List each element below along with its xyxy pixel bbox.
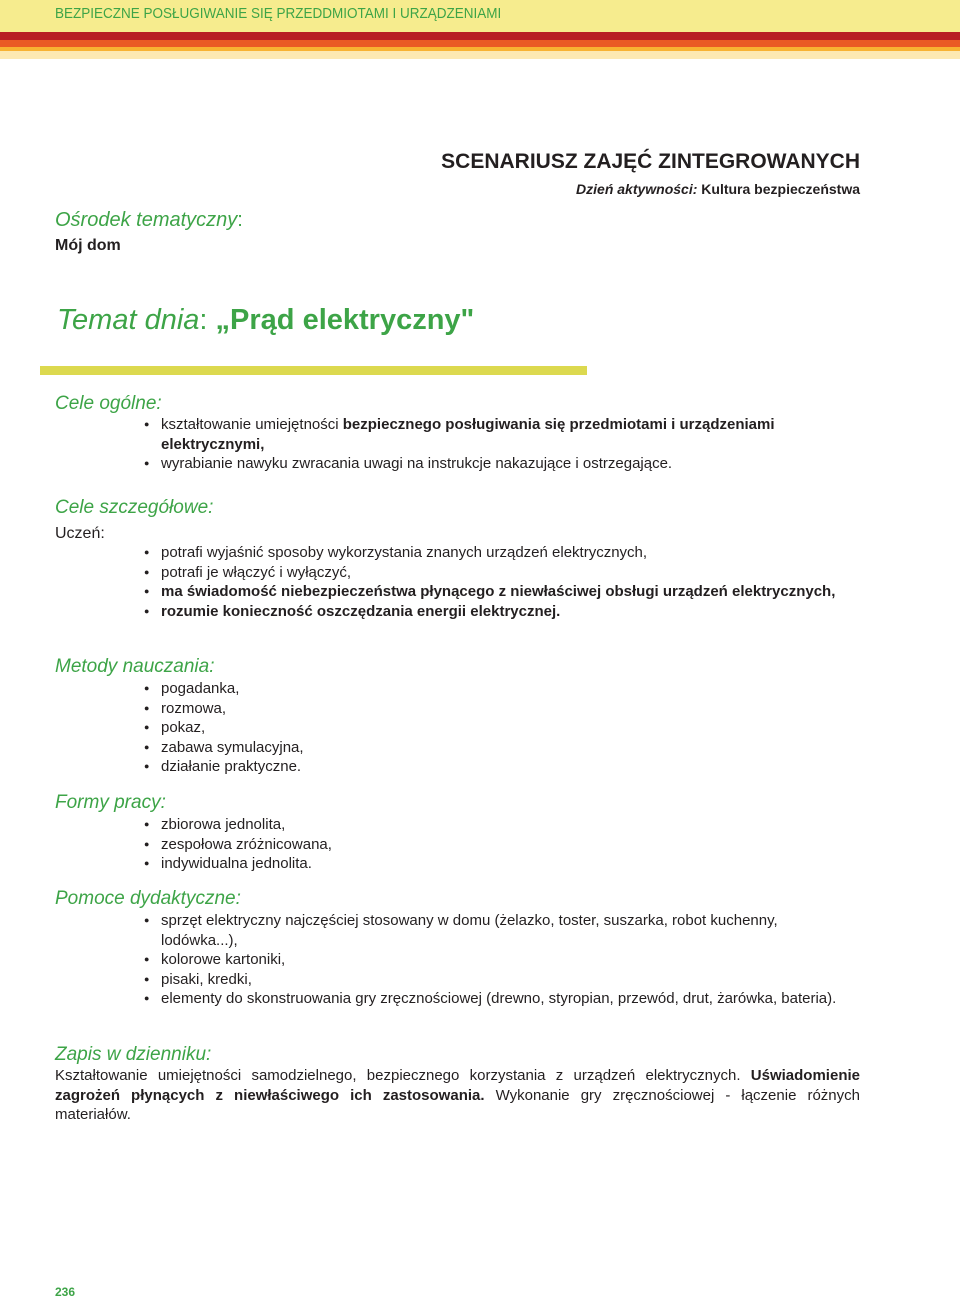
specific-goals-title: Cele szczegółowe: [55, 497, 214, 518]
thematic-center-label [55, 209, 243, 232]
thematic-center-colon: : [237, 209, 243, 231]
topic-label: Temat dnia [57, 304, 200, 336]
topic-heading [57, 304, 474, 337]
list-item: ● kolorowe kartoniki, [144, 950, 844, 970]
teaching-methods-title: Metody nauczania: [55, 656, 215, 677]
header-stripe-orange [0, 40, 960, 47]
topic-value: „Prąd elektryczny" [215, 304, 475, 336]
teaching-methods-list [144, 679, 844, 777]
activity-day-label: Dzień aktywności: [576, 181, 698, 197]
teaching-aids-list [144, 911, 844, 1009]
journal-entry-title: Zapis w dzienniku: [55, 1044, 212, 1065]
activity-day-value: Kultura bezpieczeństwa [697, 181, 860, 197]
journal-entry-text: Kształtowanie umiejętności samodzielnego, bezpiecznego korzystania z urządzeń elektrycznych. Uświadomienie zagrożeń płynących z niewłaściwego ich zastosowania. Wykonanie gry zręcznościowej - łączenie różnych materiałów. [55, 1067, 860, 1123]
list-item: ● pogadanka, [144, 679, 844, 699]
header-stripe-cream [0, 51, 960, 59]
activity-day-line [576, 181, 860, 197]
teaching-aids-title: Pomoce dydaktyczne: [55, 888, 241, 909]
general-goals-title: Cele ogólne: [55, 393, 162, 414]
list-item: ● pokaz, [144, 718, 844, 738]
work-forms-list [144, 815, 844, 874]
list-item: ● ma świadomość niebezpieczeństwa płynącego z niewłaściwej obsługi urządzeń elektrycznych, [144, 582, 844, 602]
list-item: ● zabawa symulacyjna, [144, 738, 844, 758]
header-stripe-red [0, 32, 960, 40]
work-forms-title: Formy pracy: [55, 792, 166, 813]
list-item: ● rozmowa, [144, 699, 844, 719]
student-label: Uczeń: [55, 525, 105, 542]
list-item: ● sprzęt elektryczny najczęściej stosowany w domu (żelazko, toster, suszarka, robot kuchenny, lodówka...), [144, 911, 844, 950]
thematic-center-label-text: Ośrodek tematyczny [55, 209, 238, 231]
topic-underline [40, 366, 587, 375]
list-item: ● działanie praktyczne. [144, 757, 844, 777]
list-item: ● potrafi wyjaśnić sposoby wykorzystania znanych urządzeń elektrycznych, [144, 543, 844, 563]
list-item: ● zespołowa zróżnicowana, [144, 835, 844, 855]
list-item: ● pisaki, kredki, [144, 970, 844, 990]
list-item: ● elementy do skonstruowania gry zręcznościowej (drewno, styropian, przewód, drut, żarówka, bateria). [144, 989, 844, 1009]
thematic-center-value: Mój dom [55, 237, 121, 254]
specific-goals-list [144, 543, 844, 621]
list-item: ● potrafi je włączyć i wyłączyć, [144, 563, 844, 583]
scenario-title: SCENARIUSZ ZAJĘĆ ZINTEGROWANYCH [441, 150, 860, 173]
general-goals-list [144, 415, 844, 474]
list-item: ● indywidualna jednolita. [144, 854, 844, 874]
list-item: ● kształtowanie umiejętności bezpiecznego posługiwania się przedmiotami i urządzeniami elektrycznymi, [144, 415, 844, 454]
topic-colon: : [199, 304, 216, 336]
running-head: BEZPIECZNE POSŁUGIWANIE SIĘ PRZEDDMIOTAMI I URZĄDZENIAMI [55, 5, 502, 22]
page-number: 236 [55, 1285, 76, 1299]
list-item: ● wyrabianie nawyku zwracania uwagi na instrukcje nakazujące i ostrzegające. [144, 454, 844, 474]
list-item: ● rozumie konieczność oszczędzania energii elektrycznej. [144, 602, 844, 622]
list-item: ● zbiorowa jednolita, [144, 815, 844, 835]
